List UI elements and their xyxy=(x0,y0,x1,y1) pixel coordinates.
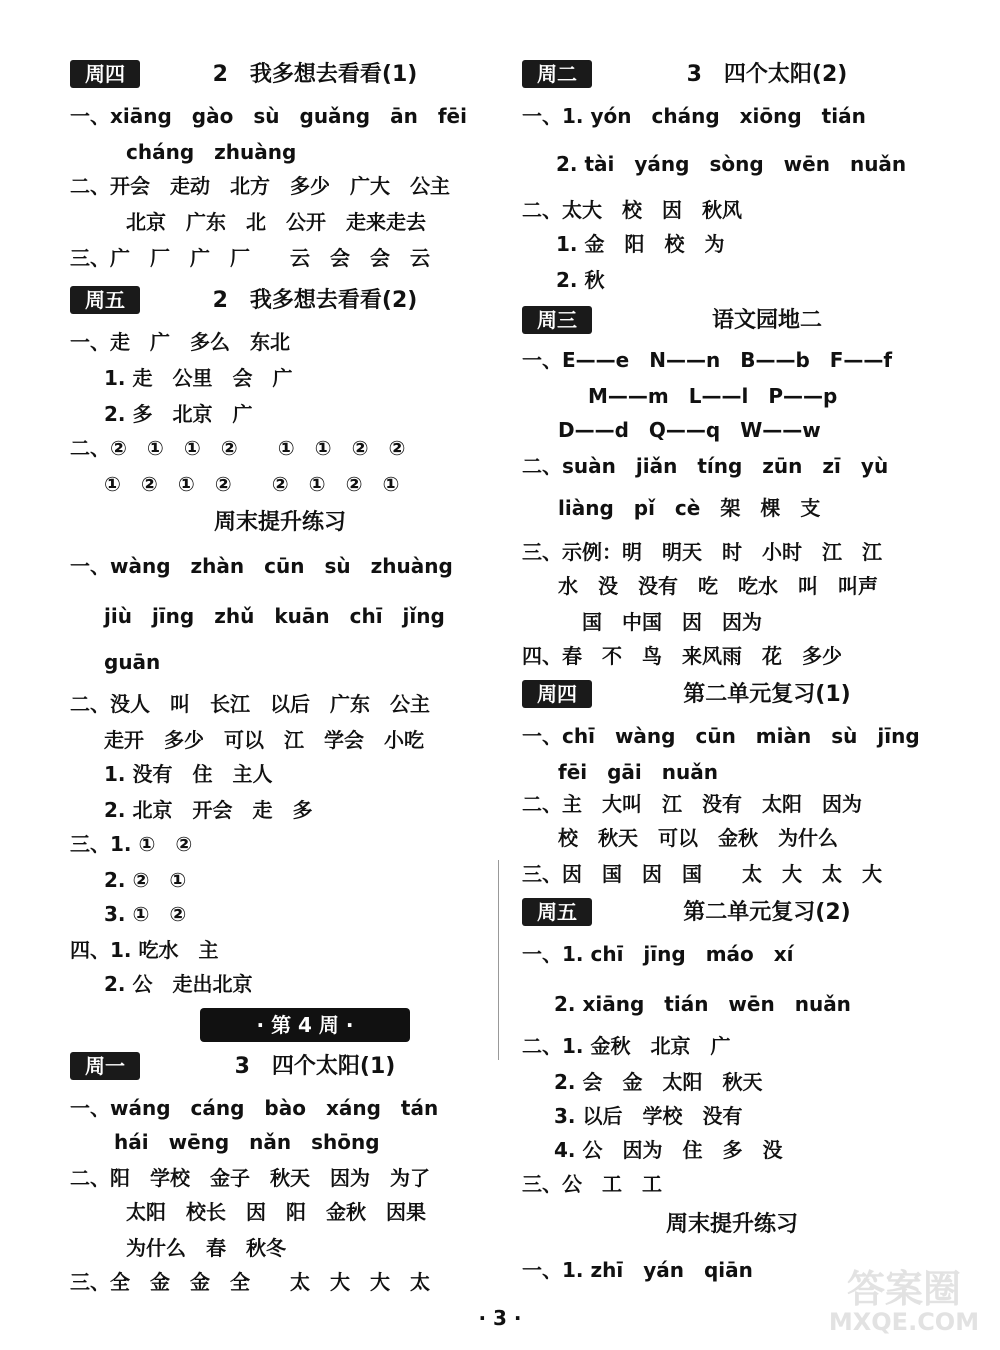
answer-line: 四、1. 吃水 主 xyxy=(70,938,219,962)
answer-line: 二、开会 走动 北方 多少 广大 公主 xyxy=(70,174,450,198)
answer-line: 二、太大 校 因 秋风 xyxy=(522,198,742,222)
answer-line: 三、因 国 因 国 太 大 太 大 xyxy=(522,862,882,886)
section-header xyxy=(70,1052,490,1082)
answer-line: 1. 走 公里 会 广 xyxy=(104,366,293,390)
week-banner: · 第 4 周 · xyxy=(200,1008,410,1042)
answer-line: 三、广 厂 广 厂 云 会 会 云 xyxy=(70,246,430,270)
answer-line: hái wēng nǎn shōng xyxy=(114,1130,380,1154)
answer-line: 二、1. 金秋 北京 广 xyxy=(522,1034,731,1058)
answer-line: 2. ② ① xyxy=(104,868,187,892)
answer-line: 一、wáng cáng bào xáng tán xyxy=(70,1096,439,1120)
watermark-url: MXQE.COM xyxy=(828,1308,980,1336)
answer-line: 校 秋天 可以 金秋 为什么 xyxy=(558,826,838,850)
section-header xyxy=(522,306,942,336)
answer-line: 2. tài yáng sòng wēn nuǎn xyxy=(556,152,907,176)
page-number: · 3 · xyxy=(478,1306,522,1330)
answer-line: cháng zhuàng xyxy=(126,140,297,164)
day-tag: 周五 xyxy=(70,286,140,314)
answer-line: 一、1. yón cháng xiōng tián xyxy=(522,104,866,128)
answer-line: D——d Q——q W——w xyxy=(558,418,821,442)
answer-line: 一、chī wàng cūn miàn sù jīng xyxy=(522,724,920,748)
section-title: 3 四个太阳(2) xyxy=(686,62,848,87)
answer-line: 一、1. zhī yán qiān xyxy=(522,1258,753,1282)
answer-line: guān xyxy=(104,650,161,674)
section-title: 2 我多想去看看(1) xyxy=(212,62,418,87)
day-tag: 周五 xyxy=(522,898,592,926)
section-title: 2 我多想去看看(2) xyxy=(212,288,418,313)
answer-line: 2. 公 走出北京 xyxy=(104,972,253,996)
answer-line: 2. 北京 开会 走 多 xyxy=(104,798,313,822)
answer-line: 三、全 金 金 全 太 大 大 太 xyxy=(70,1270,430,1294)
day-tag: 周二 xyxy=(522,60,592,88)
section-header xyxy=(70,60,490,90)
section-title: 周末提升练习 xyxy=(213,510,346,535)
answer-line: 2. xiāng tián wēn nuǎn xyxy=(554,992,851,1016)
answer-line: 二、② ① ① ② ① ① ② ② xyxy=(70,436,406,460)
answer-line: 3. 以后 学校 没有 xyxy=(554,1104,743,1128)
answer-line: 二、没人 叫 长江 以后 广东 公主 xyxy=(70,692,430,716)
column-divider xyxy=(498,860,499,1060)
answer-line: 4. 公 因为 住 多 没 xyxy=(554,1138,783,1162)
section-title: 第二单元复习(2) xyxy=(683,900,851,925)
answer-line: 三、示例：明 明天 时 小时 江 江 xyxy=(522,540,882,564)
answer-line: 2. 多 北京 广 xyxy=(104,402,253,426)
answer-line: 二、主 大叫 江 没有 太阳 因为 xyxy=(522,792,862,816)
answer-line: 三、公 工 工 xyxy=(522,1172,662,1196)
answer-line: 一、wàng zhàn cūn sù zhuàng xyxy=(70,554,453,578)
section-header xyxy=(70,286,490,316)
watermark xyxy=(818,1258,990,1344)
section-title: 第二单元复习(1) xyxy=(683,682,851,707)
answer-line: 北京 广东 北 公开 走来走去 xyxy=(126,210,426,234)
section-title: 3 四个太阳(1) xyxy=(234,1054,396,1079)
answer-line: 四、春 不 鸟 来风雨 花 多少 xyxy=(522,644,842,668)
answer-line: 为什么 春 秋冬 xyxy=(126,1236,286,1260)
answer-line: 三、1. ① ② xyxy=(70,832,193,856)
section-header xyxy=(522,680,942,710)
answer-line: liàng pǐ cè 架 棵 支 xyxy=(558,496,821,520)
day-tag: 周一 xyxy=(70,1052,140,1080)
section-header xyxy=(522,898,942,928)
section-title: 语文园地二 xyxy=(711,308,822,333)
answer-line: 2. 会 金 太阳 秋天 xyxy=(554,1070,763,1094)
answer-line: 一、xiāng gào sù guǎng ān fēi xyxy=(70,104,467,128)
answer-line: jiù jīng zhǔ kuān chī jǐng xyxy=(104,604,445,628)
section-title: 周末提升练习 xyxy=(665,1212,798,1237)
day-tag: 周四 xyxy=(522,680,592,708)
answer-line: 一、走 广 多么 东北 xyxy=(70,330,290,354)
answer-line: 1. 没有 住 主人 xyxy=(104,762,273,786)
answer-line: 3. ① ② xyxy=(104,902,187,926)
answer-line: 走开 多少 可以 江 学会 小吃 xyxy=(104,728,424,752)
section-header xyxy=(522,60,942,90)
watermark-logo: 答案圈 xyxy=(846,1267,961,1311)
answer-line: 国 中国 因 因为 xyxy=(582,610,762,634)
day-tag: 周四 xyxy=(70,60,140,88)
answer-line: fēi gāi nuǎn xyxy=(558,760,718,784)
answer-line: 太阳 校长 因 阳 金秋 因果 xyxy=(126,1200,426,1224)
answer-line: ① ② ① ② ② ① ② ① xyxy=(104,472,400,496)
day-tag: 周三 xyxy=(522,306,592,334)
answer-line: 水 没 没有 吃 吃水 叫 叫声 xyxy=(558,574,878,598)
answer-line: M——m L——l P——p xyxy=(588,384,838,408)
answer-line: 2. 秋 xyxy=(556,268,605,292)
answer-line: 二、阳 学校 金子 秋天 因为 为了 xyxy=(70,1166,430,1190)
answer-line: 1. 金 阳 校 为 xyxy=(556,232,725,256)
answer-line: 二、suàn jiǎn tíng zūn zī yù xyxy=(522,454,889,478)
answer-line: 一、E——e N——n B——b F——f xyxy=(522,348,893,372)
answer-line: 一、1. chī jīng máo xí xyxy=(522,942,794,966)
